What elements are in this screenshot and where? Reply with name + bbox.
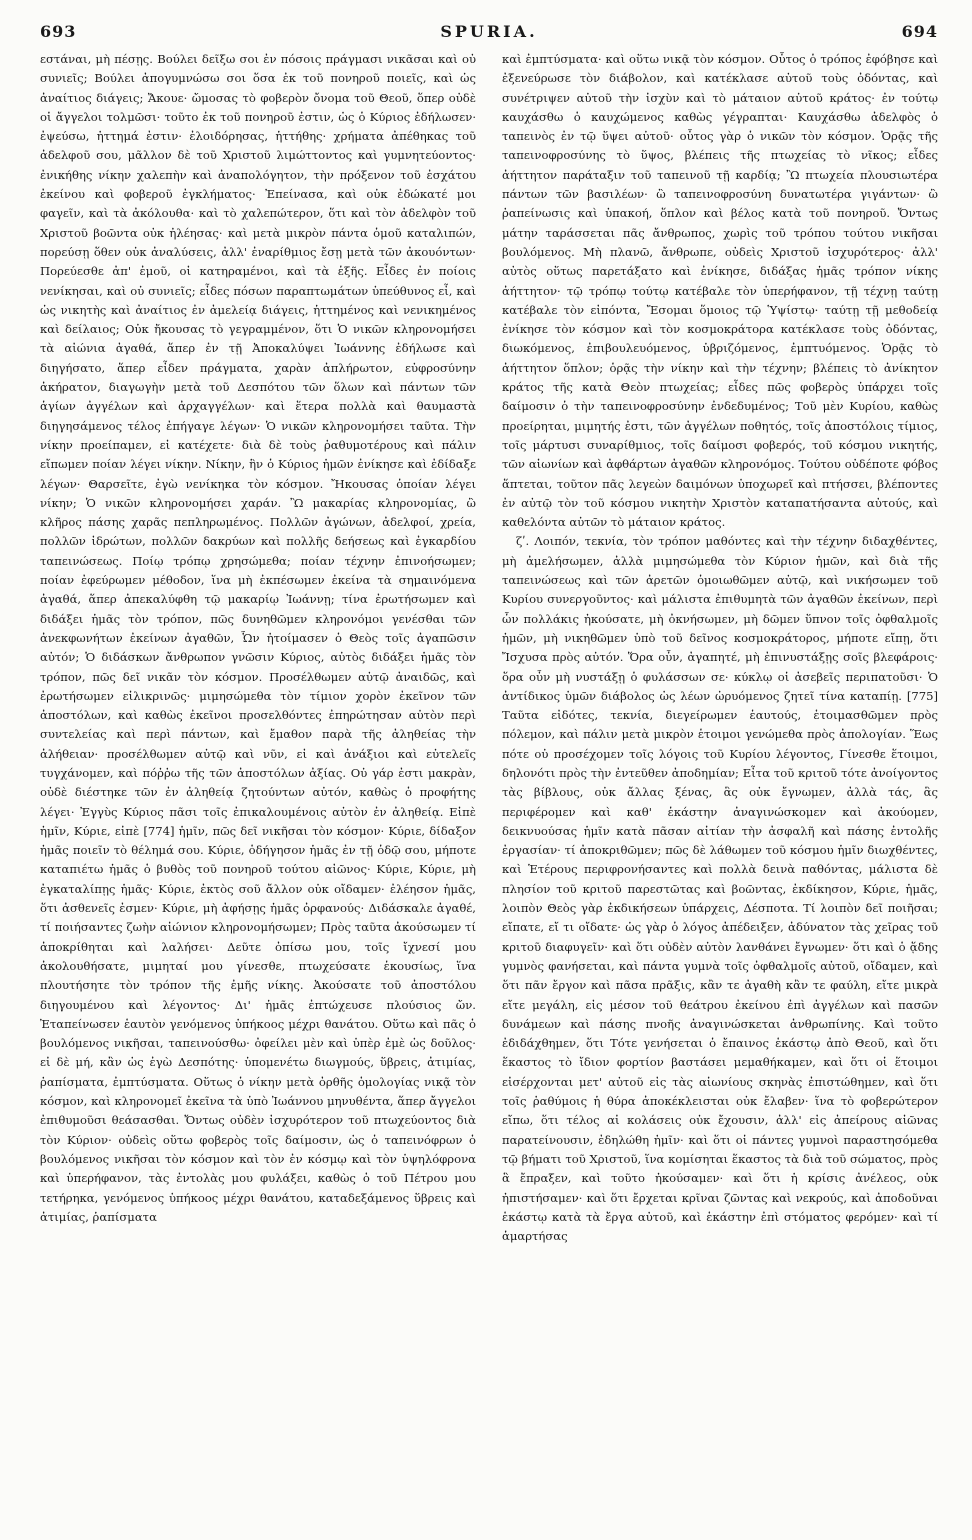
right-column (502, 50, 938, 1526)
paragraph: εστάναι, μὴ πέσῃς. Βούλει δεῖξω σοι ἐν πόσοις πράγμασι νικᾶσαι καὶ οὐ συνιεῖς; Βούλει ἀπογυμνώσω σοι ὅσα ἐκ τοῦ πονηροῦ ποιεῖς, καὶ ὡς ἀναίτιος διάγεις; Ἄκουε· ὤμοσας τὸ φοβερὸν ὄνομα τοῦ Θεοῦ, ὅπερ οὐδὲ οἱ ἄγγελοι τολμῶσι· τοῦτο ἐκ τοῦ πονηροῦ ἐστιν, ὡς ὁ Κύριος ἐδήλωσεν· ἐψεύσω, ἡττημά ἐστιν· ἐλοιδόρησας, ἡττήθης· χρήματα ἀπέθηκας τοῦ ἀδελφοῦ σου, μᾶλλον δὲ τοῦ Χριστοῦ λιμώττοντος καὶ γυμνητεύοντος· ἐνικήθης νίκην χαλεπὴν καὶ ἀναπολόγητον, τὴν πρόξενον τοῦ ἐσχάτου ἐκείνου καὶ φοβεροῦ ἐγκλήματος· Ἐπείνασα, καὶ οὐκ ἐδώκατέ μοι φαγεῖν, καὶ τὰ ἀκόλουθα· καὶ τὸ χαλεπώτερον, ὅτι καὶ τὸν ἀδελφὸν τοῦ Χριστοῦ βοῶντα οὐκ ἠλέησας· καὶ μετὰ μικρὸν πάντα ὁμοῦ καταλιπών, πορεύσῃ ὅθεν οὐκ ἀναλύσεις, ἀλλ' ἐναρίθμιος ἔσῃ μετὰ τῶν ἀκουόντων· Πορεύεσθε ἀπ' ἐμοῦ, οἱ κατηραμένοι, καὶ τὰ ἑξῆς. Εἶδες ἐν ποίοις νενίκησαι, καὶ οὐ συνιεῖς; εἶδες πόσων παραπτωμάτων ὑπεύθυνος εἶ, καὶ ὡς νικητὴς καὶ ἀναίτιος ἐν ἀμελείᾳ διάγεις, ἡττημένος καὶ νενικημένος καὶ δείλαιος; Οὐκ ἤκουσας τὸ γεγραμμένον, ὅτι Ὁ νικῶν κληρονομήσει τὰ αἰώνια ἀγαθά, ἅπερ ἐν τῇ Ἀποκαλύψει Ἰωάννης ἐδήλωσε καὶ διηγήσατο, ἅπερ εἶδεν πράγματα, χαρὰν ἀπλήρωτον, εὐφροσύνην ἀκήρατον, διαγωγὴν μετὰ τοῦ Δεσπότου τῶν ὅλων καὶ πάντων τῶν ἁγίων ἀγγέλων καὶ ἀρχαγγέλων· καὶ ἕτερα πολλὰ καὶ θαυμαστὰ διηγησάμενος τέλος ἐπήγαγε λέγων· Ὁ νικῶν κληρονομήσει ταῦτα. Τὴν νίκην προείπαμεν, εἰ κατέχετε· διὰ δὲ τοὺς ῥαθυμοτέρους καὶ πάλιν εἴπωμεν ποίαν λέγει νίκην. Νίκην, ἣν ὁ Κύριος ἡμῶν ἐνίκησε καὶ ἐδίδαξε λέγων· Θαρσεῖτε, ἐγὼ νενίκηκα τὸν κόσμον. Ἤκουσας ὁποίαν λέγει νίκην; Ὁ νικῶν κληρονομήσει χαράν. Ὢ μακαρίας κληρονομίας, ὢ κλῆρος πάσης χαρᾶς πεπληρωμένος. Πολλῶν ἀγώνων, ἀδελφοί, χρεία, πολλῶν ἱδρώτων, πολλῶν δακρύων καὶ πολλῆς δεήσεως καὶ ἐγκαρδίου ταπεινώσεως. Ποίῳ τρόπῳ χρησώμεθα; ποίαν τέχνην ἐπινοήσωμεν; ποίαν ἐφεύρωμεν μέθοδον, ἵνα μὴ ἐκπέσωμεν ἐκείνα τὰ σημαινόμενα ἀγαθά, ἅπερ ἀπεκαλύφθη τῷ μακαρίῳ Ἰωάννῃ; τίνα ἐρωτήσωμεν καὶ διδάξει ἡμᾶς τὸν τρόπον, πῶς δυνηθῶμεν κληρονόμοι γενέσθαι τῶν ἀνεκφωνήτων ἐκείνων ἀγαθῶν, Ὧν ἡτοίμασεν ὁ Θεὸς τοῖς ἀγαπῶσιν αὐτόν; Ὁ διδάσκων ἄνθρωπον γνῶσιν Κύριος, αὐτὸς διδάξει ἡμᾶς τὸν τρόπον, πῶς δεῖ νικᾶν τὸν κόσμον. Προσέλθωμεν αὐτῷ ἀναιδῶς, καὶ ἐρωτήσωμεν εἰλικρινῶς· μιμησώμεθα τὸν τίμιον χορὸν ἐκεῖνον τῶν ἀποστόλων, καὶ καθὼς ἐκεῖνοι προσελθόντες ἐπηρώτησαν αὐτὸν περὶ συντελείας καὶ περὶ πάντων, καὶ ἔμαθον παρὰ τῆς ἀληθείας τὴν ἀλήθειαν· προσέλθωμεν αὐτῷ καὶ νῦν, εἰ καὶ ἀνάξιοι καὶ εὐτελεῖς τυγχάνομεν, καὶ πόῤῥω τῆς τῶν ἀποστόλων ἀξίας. Οὐ γάρ ἐστι μακρὰν, οὐδὲ διέστηκε τῶν ἐν ἀληθείᾳ ζητούντων αὐτόν, καθὼς ὁ προφήτης λέγει· Ἐγγὺς Κύριος πᾶσι τοῖς ἐπικαλουμένοις αὐτὸν ἐν ἀληθείᾳ. Εἰπὲ ἡμῖν, Κύριε, εἰπὲ [774] ἡμῖν, πῶς δεῖ νικῆσαι τὸν κόσμον· Κύριε, δίδαξον ἡμᾶς ποιεῖν τὸ θέλημά σου. Κύριε, ὁδήγησον ἡμᾶς ἐν τῇ ὁδῷ σου, μήποτε καταπιέτω ἡμᾶς ὁ βυθὸς τοῦ πονηροῦ τούτου αἰῶνος· Κύριε, Κύριε, μὴ ἐγκαταλίπῃς ἡμᾶς· Κύριε, ἐκτὸς σοῦ ἄλλον οὐκ οἴδαμεν· ἐλέησον ἡμᾶς, ὅτι ἀσθενεῖς ἐσμεν· Κύριε, μὴ ἀφήσῃς ἡμᾶς ὀρφανούς· Διδάσκαλε ἀγαθέ, τί ποιήσαντες ζωὴν αἰώνιον κληρονομήσωμεν; Πρὸς ταῦτα ἀκούσωμεν τί ἀποκρίθηται καὶ λαλήσει· Δεῦτε ὀπίσω μου, τοῖς ἴχνεσί μου ἀκολουθήσατε, μιμηταί μου γίνεσθε, πτωχεύσατε ἑκουσίως, ἵνα πλουτήσητε τὸν τρόπον τῆς ἐμῆς νίκης. Ἀκούσατε τοῦ ἀποστόλου διηγουμένου καὶ λέγοντος· Δι' ἡμᾶς ἐπτώχευσε πλούσιος ὤν. Ἐταπείνωσεν ἑαυτὸν γενόμενος ὑπήκοος μέχρι θανάτου. Οὕτω καὶ πᾶς ὁ βουλόμενος νικῆσαι, ταπεινούσθω· ὀφείλει μὲν καὶ ὑπὲρ ἐμὲ ὡς δοῦλος· εἰ δὲ μή, κἂν ὡς ἐγὼ Δεσπότης· ὑπομενέτω διωγμούς, ὕβρεις, ἀτιμίας, ῥαπίσματα, ἐμπτύσματα. Οὕτως ὁ νίκην μετὰ ὀρθῆς ὁμολογίας νικᾷ τὸν κόσμον, καὶ κληρονομεῖ ἐκεῖνα τὰ ὑπὸ Ἰωάννου μηνυθέντα, ἅπερ ἄγγελοι ἐπιθυμοῦσι θεάσασθαι. Ὄντως οὐδὲν ἰσχυρότερον τοῦ πτωχεύοντος διὰ τὸν Κύριον· οὐδεὶς οὕτω φοβερὸς τοῖς δαίμοσιν, ὡς ὁ ταπεινόφρων ὁ βουλόμενος νικῆσαι τὸν κόσμον καὶ τὸν ἐν κόσμῳ καὶ τὸν ὑψηλόφρονα καὶ ὑπερήφανον, τὰς ἐντολὰς μου φυλάξει, καθὼς ὁ τοῦ Πέτρου μου τετήρηκα, γενόμενος ὑπήκοος μέχρι θανάτου, καταδεξάμενος ὕβρεις καὶ ἀτιμίας, ῥαπίσματα (40, 52, 476, 1224)
page-number-right: 694 (901, 21, 938, 41)
paragraph: καὶ ἐμπτύσματα· καὶ οὕτω νικᾷ τὸν κόσμον. Οὗτος ὁ τρόπος ἐφόβησε καὶ ἐξενεύρωσε τὸν διάβολον, καὶ κατέκλασε αὐτοῦ τοὺς ὀδόντας, καὶ συνέτριψεν αὐτοῦ τὴν ἰσχὺν καὶ τὸ μάταιον αὐτοῦ κράτος· ἐν τούτῳ καυχάσθω ὁ καυχώμενος καθὼς γέγραπται· Καυχάσθω ἀδελφὸς ὁ ταπεινὸς ἐν τῷ ὕψει αὐτοῦ· οὗτος γὰρ ὁ νικῶν τὸν κόσμον. Ὁρᾷς τῆς ταπεινοφροσύνης τὸ ὕψος, βλέπεις τῆς πτωχείας τὸ νῖκος; εἶδες ἀήττητον παράταξιν τοῦ ταπεινοῦ τῇ καρδίᾳ; Ὢ πτωχεία πλουσιωτέρα πάντων τῶν βασιλέων· ὢ ταπεινοφροσύνη δυνατωτέρα γιγάντων· ὢ ῥαπείνωσις καὶ ὑπακοή, ὅπλον καὶ βέλος κατὰ τοῦ πονηροῦ. Ὄντως μάτην ταράσσεται πᾶς ἄνθρωπος, χωρὶς τοῦ τρόπου τούτου νικῆσαι βουλόμενος. Μὴ πλανῶ, ἄνθρωπε, οὐδεὶς Χριστοῦ ἰσχυρότερος· ἀλλ' αὐτὸς οὕτως παρετάξατο καὶ ἐνίκησε, διδάξας ἡμᾶς τρόπον νίκης ἀήττητον· τῷ τρόπῳ τούτῳ κατέβαλε τὸν ὑπερήφανον, τῇ τέχνῃ ταύτῃ κατέβαλε τὸν εἰπόντα, Ἔσομαι ὅμοιος τῷ Ὑψίστῳ· ταύτῃ τῇ μεθοδείᾳ ἐνίκησε τὸν κόσμον καὶ τὸν κοσμοκράτορα κατέκλασε τοὺς ὀδόντας, διωκόμενος, ἐπιβουλευόμενος, ὑβριζόμενος, ἐμπτυόμενος. Ὁρᾷς τὸ ἀήττητον ὅπλον; ὁρᾷς τὴν νίκην καὶ τὴν τέχνην; βλέπεις τὸ ἀνίκητον κράτος τῆς κατὰ Θεὸν πτωχείας; εἶδες πῶς φοβερὸς ὑπάρχει τοῖς δαίμοσιν ὁ τὴν ταπεινοφροσύνην ἐνδεδυμένος; Τοῦ μὲν Κυρίου, καθὼς προείρηται, μιμητής ἐστι, τῶν ἀγγέλων ποθητός, τοῖς ἀποστόλοις τίμιος, τοῖς μάρτυσι συναρίθμιος, τοῖς δαίμοσι φοβερός, τοῦ κόσμου νικητής, τῶν αἰωνίων καὶ ἀφθάρτων ἀγαθῶν κληρονόμος. Τούτου οὐδέποτε φόβος ἅπτεται, τοῦτον πᾶς λεγεὼν δαιμόνων ὑποχωρεῖ καὶ πτήσσει, βλέποντες ἐν αὐτῷ τὸν τοῦ κόσμου νικητὴν Χριστὸν καταπατήσαντα αὐτούς, καὶ καθελόντα αὐτῶν τὸ μάταιον κράτος. (502, 52, 938, 530)
paragraph: ζʹ. Λοιπόν, τεκνία, τὸν τρόπον μαθόντες καὶ τὴν τέχνην διδαχθέντες, μὴ ἀμελήσωμεν, ἀλλὰ μιμησώμεθα τὸν Κύριον ἡμῶν, καὶ διὰ τῆς ταπεινώσεως καὶ τῶν ἀρετῶν ὁμοιωθῶμεν αὐτῷ, καὶ νικήσωμεν τοῦ Κυρίου συνεργοῦντος· καὶ μάλιστα ἐπιθυμητὰ τῶν ἀγαθῶν ἐκείνων, περὶ ὧν πολλάκις ἠκούσατε, μὴ ὀκνήσωμεν, μὴ δῶμεν ὕπνον τοῖς ὀφθαλμοῖς ἡμῶν, μὴ νικηθῶμεν ὑπὸ τοῦ δεῖνος κοσμοκράτορος, μήποτε εἴπῃ, ὅτι Ἴσχυσα πρὸς αὐτόν. Ὅρα οὖν, ἀγαπητέ, μὴ ἐπινυστάξῃς σοῖς βλεφάροις· ὅρα οὖν μὴ νυστάξῃ ὁ φυλάσσων σε· κύκλῳ οἱ ἀσεβεῖς περιπατοῦσι· Ὁ ἀντίδικος ὑμῶν διάβολος ὡς λέων ὠρυόμενος ζητεῖ τίνα καταπίῃ. [775] Ταῦτα εἰδότες, τεκνία, διεγείρωμεν ἑαυτούς, ἑτοιμασθῶμεν πρὸς πόλεμον, καὶ πάλιν μετὰ μικρὸν ἑτοιμοι γενώμεθα πρὸς ἀπολογίαν. Ἕως πότε οὐ προσέχομεν τοῖς λόγοις τοῦ Κυρίου λέγοντος, Γίνεσθε ἕτοιμοι, δηλονότι πρὸς τὴν ἐντεῦθεν ἀποδημίαν; Εἶτα τοῦ κριτοῦ τότε ἀνοίγοντος τὰς βίβλους, οὐκ ἄλλας ξένας, ἃς οὐκ ἔγνωμεν, ἀλλὰ τάς, ἃς περιφέρομεν καὶ καθ' ἑκάστην ἀναγινώσκομεν καὶ ἀκούομεν, δεικνυούσας ἡμῖν κατὰ πᾶσαν αἰτίαν τὴν ἀσφαλῆ καὶ πάσης ἐντολῆς ἐργασίαν· τί ἀποκριθῶμεν; πῶς δὲ λάθωμεν τοῦ κόσμου ἡμῖν διωχθέντες, καὶ Ἑτέρους περιφρονήσαντες καὶ πολλὰ δεινὰ παθόντας, μάλιστα δὲ πλησίον τοῦ κριτοῦ παρεστῶτας καὶ βοῶντας, ἐκδίκησον, Κύριε, ἡμᾶς, λοιπὸν Θεὸς γὰρ ἐκδικήσεων ὑπάρχεις, Δέσποτα. Τί λοιπὸν δεῖ ποιῆσαι; εἴπατε, εἴ τι οἴδατε· ὡς γὰρ ὁ λόγος ἀπέδειξεν, ἀδύνατον τὰς χεῖρας τοῦ κριτοῦ διαφυγεῖν· καὶ ὅτι οὐδὲν αὐτὸν λανθάνει ἔγνωμεν· ὅτι καὶ ὁ ᾅδης γυμνὸς φανήσεται, καὶ πάντα γυμνὰ τοῖς ὀφθαλμοῖς αὐτοῦ, οἴδαμεν, καὶ ὅτι πᾶν ἔργον καὶ πᾶσα πρᾶξις, κἂν τε ἀγαθὴ κἂν τε φαύλη, εἴτε μικρὰ εἴτε μεγάλη, εἰς μέσον τοῦ θεάτρου ἐκείνου ἐπὶ ἀγγέλων καὶ πασῶν δυνάμεων καὶ πάσης πνοῆς ἀναγινώσκεται ἀνθρωπίνης. Καὶ τοῦτο ἐδιδάχθημεν, ὅτι Τότε γενήσεται ὁ ἔπαινος ἑκάστῳ ἀπὸ Θεοῦ, καὶ ὅτι ἕκαστος τὸ ἴδιον φορτίον βαστάσει μεμαθήκαμεν, καὶ ὅτι οἱ ἕτοιμοι εἰσέρχονται μετ' αὐτοῦ εἰς τὰς αἰωνίους σκηνὰς ἐπιστώθημεν, καὶ ὅτι τοῖς ῥαθύμοις ἡ θύρα ἀποκέκλεισται οὐκ ἔλαβεν· ἵνα τὸ φοβερώτερον εἴπω, ὅτι τέλος αἱ κολάσεις οὐκ ἔχουσιν, ἀλλ' εἰς ἀπείρους αἰῶνας παρατείνουσιν, ἐδηλώθη ἡμῖν· καὶ ὅτι οἱ πάντες γυμνοὶ παραστησόμεθα τῷ βήματι τοῦ Χριστοῦ, ἵνα κομίσηται ἕκαστος τὰ διὰ τοῦ σώματος, πρὸς ἃ ἔπραξεν, καὶ τοῦτο ἠκούσαμεν· καὶ ὅτι ἡ κρίσις ἀνέλεος, οὐκ ἠπιστήσαμεν· καὶ ὅτι ἔρχεται κρῖναι ζῶντας καὶ νεκρούς, καὶ ἀποδοῦναι ἑκάστῳ κατὰ τὰ ἔργα αὐτοῦ, καὶ ἑκάστην ἐπὶ στόματος φερόμεν· καὶ τί ἁμαρτήσας (502, 534, 938, 1244)
text-columns (40, 50, 938, 1526)
running-header (40, 18, 938, 44)
left-column (40, 50, 476, 1526)
running-title: SPURIA. (440, 21, 538, 41)
page-number-left: 693 (40, 21, 77, 41)
